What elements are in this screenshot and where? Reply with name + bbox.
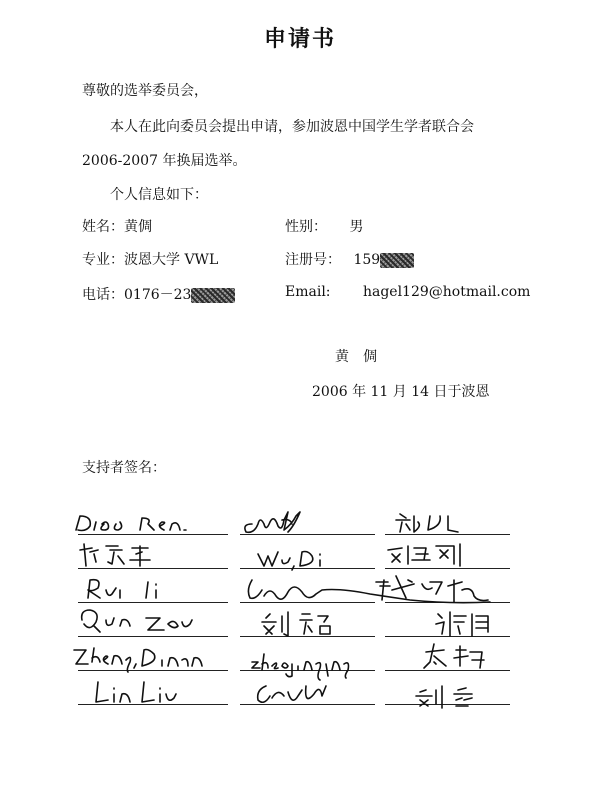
email-label: Email:	[285, 284, 331, 300]
body-line-2: 2006-2007 年换届选举。	[82, 153, 247, 169]
gender-value: 男	[349, 219, 364, 235]
body-line-1: 本人在此向委员会提出申请，参加波恩中国学生学者联合会	[110, 119, 474, 135]
info-intro: 个人信息如下：	[110, 187, 208, 203]
redaction-mark	[191, 288, 235, 303]
registration-value: 159	[353, 252, 381, 268]
supporters-label: 支持者签名：	[82, 460, 166, 476]
date-place: 2006 年 11 月 14 日于波恩	[312, 384, 490, 400]
gender-field	[285, 216, 363, 236]
major-field: 专业：波恩大学 VWL	[82, 252, 219, 268]
gender-label: 性别：	[285, 219, 327, 235]
document-title: 申请书	[263, 26, 336, 52]
email-field	[285, 284, 530, 300]
redaction-mark	[380, 253, 414, 268]
signature-area	[70, 510, 510, 710]
phone-label: 电话：0176－23	[82, 287, 192, 303]
registration-field	[285, 249, 414, 269]
registration-label: 注册号：	[285, 252, 341, 268]
name-field: 姓名：黄倜	[82, 219, 152, 235]
salutation: 尊敬的选举委员会，	[82, 83, 208, 99]
email-value: hagel129@hotmail.com	[362, 284, 531, 300]
handwritten-signatures	[70, 510, 510, 710]
signer-name: 黄 倜	[335, 349, 377, 365]
phone-field	[82, 284, 235, 304]
